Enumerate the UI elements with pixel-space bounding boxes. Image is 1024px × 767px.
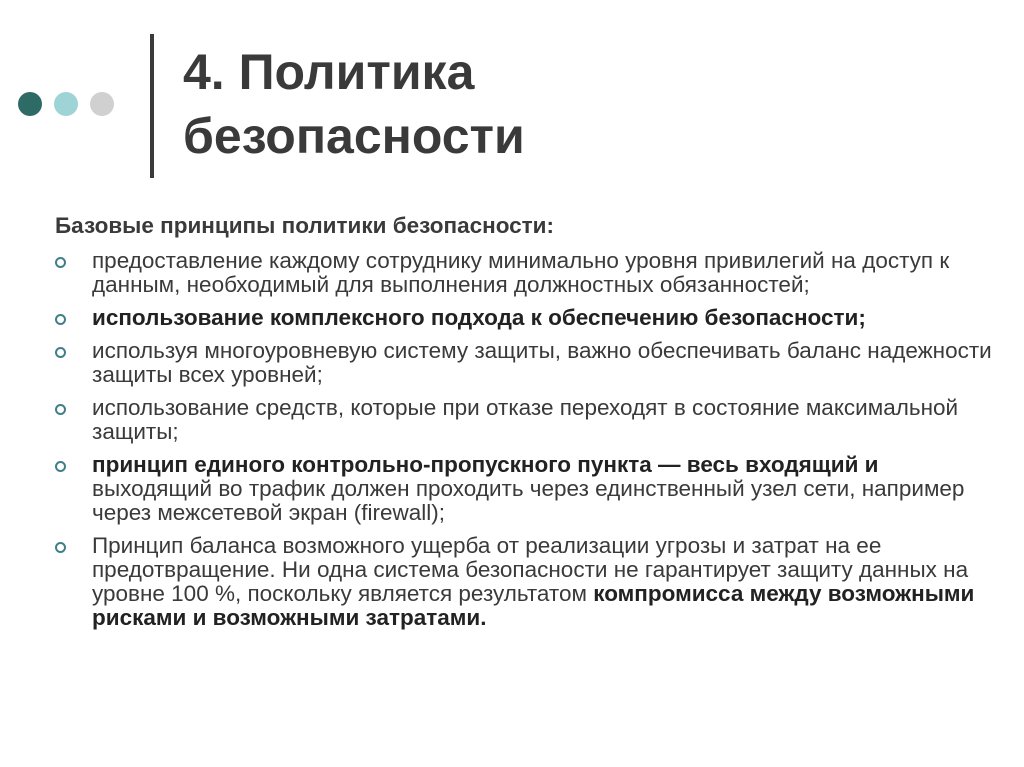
list-item [55,534,995,630]
bullet-text: предоставление каждому сотруднику минимально уровня привилегий на доступ к данным, необходимый для выполнения должностных обязанностей; [92,248,950,297]
list-item [55,396,995,444]
bullet-text: используя многоуровневую систему защиты, важно обеспечивать баланс надежности защиты всех уровней; [92,338,992,387]
dot-light-icon [54,92,78,116]
slide-title [183,40,525,168]
bullet-list [55,249,995,630]
list-item [55,249,995,297]
title-line-1: 4. Политика [183,44,475,100]
bullet-text-bold: принцип единого контрольно-пропускного пункта — весь входящий и [92,452,879,477]
bullet-icon [55,542,66,553]
list-item [55,339,995,387]
bullet-icon [55,461,66,472]
list-item [55,453,995,525]
bullet-text: использование средств, которые при отказе переходят в состояние максимальной защиты; [92,395,959,444]
bullet-text-cont: выходящий во трафик должен проходить через единственный узел сети, например через межсетевой экран (firewall); [92,476,965,525]
bullet-icon [55,314,66,325]
decorative-dots [18,92,114,116]
bullet-icon [55,257,66,268]
bullet-text: Принцип баланса возможного ущерба от реализации угрозы и затрат на ее предотвращение. Ни одна система безопасности не гарантирует защиту данных на уровне 100 %, поскольку является результатом [92,533,969,606]
bullet-text: использование комплексного подхода к обеспечению безопасности; [92,305,866,330]
list-item [55,306,995,330]
bullet-text-bold: компромисса между возможными рисками и возможными затратами. [92,581,975,630]
dot-dark-icon [18,92,42,116]
title-line-2: безопасности [183,108,525,164]
bullet-icon [55,347,66,358]
title-divider [150,34,154,178]
dot-gray-icon [90,92,114,116]
bullet-icon [55,404,66,415]
slide-body [55,214,995,639]
section-heading: Базовые принципы политики безопасности: [55,213,554,238]
